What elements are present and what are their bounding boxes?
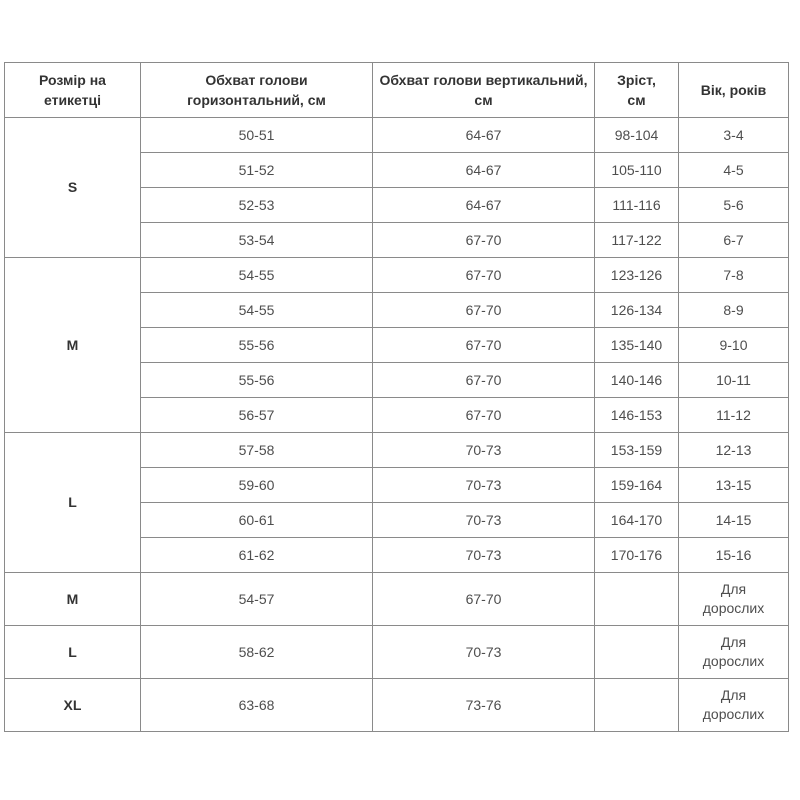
- table-cell: 54-55: [141, 258, 373, 293]
- table-cell: 64-67: [373, 118, 595, 153]
- table-cell: 59-60: [141, 468, 373, 503]
- table-cell: 67-70: [373, 363, 595, 398]
- table-cell: 135-140: [595, 328, 679, 363]
- table-cell: 105-110: [595, 153, 679, 188]
- table-cell: 15-16: [679, 538, 789, 573]
- table-cell: 70-73: [373, 503, 595, 538]
- size-group-label: M: [5, 258, 141, 433]
- col-header-head-horizontal: Обхват голови горизонтальний, см: [141, 63, 373, 118]
- table-cell: 51-52: [141, 153, 373, 188]
- table-cell: 53-54: [141, 223, 373, 258]
- table-cell: 67-70: [373, 223, 595, 258]
- table-cell: 55-56: [141, 328, 373, 363]
- table-cell: 111-116: [595, 188, 679, 223]
- table-cell: 70-73: [373, 433, 595, 468]
- table-cell: 67-70: [373, 398, 595, 433]
- table-cell: 70-73: [373, 538, 595, 573]
- table-cell: 64-67: [373, 153, 595, 188]
- table-cell: 56-57: [141, 398, 373, 433]
- table-cell: 70-73: [373, 626, 595, 679]
- size-group-label: L: [5, 433, 141, 573]
- table-cell: 55-56: [141, 363, 373, 398]
- size-group-label: XL: [5, 679, 141, 732]
- table-cell: 153-159: [595, 433, 679, 468]
- table-cell: 4-5: [679, 153, 789, 188]
- table-cell: 54-55: [141, 293, 373, 328]
- table-row: [5, 433, 789, 468]
- size-chart-table: [4, 62, 789, 732]
- table-row: [5, 626, 789, 679]
- size-group-label: S: [5, 118, 141, 258]
- table-cell: 126-134: [595, 293, 679, 328]
- col-header-height-text: Зріст, см: [617, 71, 656, 108]
- table-cell: 98-104: [595, 118, 679, 153]
- table-cell: 60-61: [141, 503, 373, 538]
- table-cell: 50-51: [141, 118, 373, 153]
- table-cell: 123-126: [595, 258, 679, 293]
- table-cell: 5-6: [679, 188, 789, 223]
- table-cell: 54-57: [141, 573, 373, 626]
- table-cell: 7-8: [679, 258, 789, 293]
- table-cell: 8-9: [679, 293, 789, 328]
- col-header-height: [595, 63, 679, 118]
- table-cell: 52-53: [141, 188, 373, 223]
- table-cell: 140-146: [595, 363, 679, 398]
- table-row: [5, 573, 789, 626]
- table-cell: [679, 573, 789, 626]
- table-cell: 67-70: [373, 328, 595, 363]
- table-cell: [595, 626, 679, 679]
- table-cell: 73-76: [373, 679, 595, 732]
- table-cell: 67-70: [373, 293, 595, 328]
- table-cell: 11-12: [679, 398, 789, 433]
- table-cell: 164-170: [595, 503, 679, 538]
- table-cell: [679, 679, 789, 732]
- table-cell: 67-70: [373, 573, 595, 626]
- table-cell: 170-176: [595, 538, 679, 573]
- table-cell: 12-13: [679, 433, 789, 468]
- col-header-head-vertical: Обхват голови вертикальний, см: [373, 63, 595, 118]
- table-row: [5, 118, 789, 153]
- table-cell: 58-62: [141, 626, 373, 679]
- table-cell-text: Для дорослих: [702, 687, 765, 722]
- size-group-label: M: [5, 573, 141, 626]
- table-cell: 10-11: [679, 363, 789, 398]
- table-cell: 3-4: [679, 118, 789, 153]
- table-cell: [595, 679, 679, 732]
- table-cell: 117-122: [595, 223, 679, 258]
- size-group-label: L: [5, 626, 141, 679]
- size-table-body: [5, 118, 789, 732]
- table-cell: 14-15: [679, 503, 789, 538]
- table-cell: [679, 626, 789, 679]
- table-cell: 70-73: [373, 468, 595, 503]
- table-cell: 61-62: [141, 538, 373, 573]
- table-cell-text: Для дорослих: [702, 581, 765, 616]
- col-header-size-label: Розмір на етикетці: [5, 63, 141, 118]
- table-row: [5, 679, 789, 732]
- table-header-row: [5, 63, 789, 118]
- table-cell: 146-153: [595, 398, 679, 433]
- table-cell: 6-7: [679, 223, 789, 258]
- table-cell: 67-70: [373, 258, 595, 293]
- table-cell: 13-15: [679, 468, 789, 503]
- table-cell: 64-67: [373, 188, 595, 223]
- table-cell: 57-58: [141, 433, 373, 468]
- table-cell: 159-164: [595, 468, 679, 503]
- table-cell: 9-10: [679, 328, 789, 363]
- table-cell: [595, 573, 679, 626]
- table-row: [5, 258, 789, 293]
- col-header-age: Вік, років: [679, 63, 789, 118]
- table-cell: 63-68: [141, 679, 373, 732]
- table-cell-text: Для дорослих: [702, 634, 765, 669]
